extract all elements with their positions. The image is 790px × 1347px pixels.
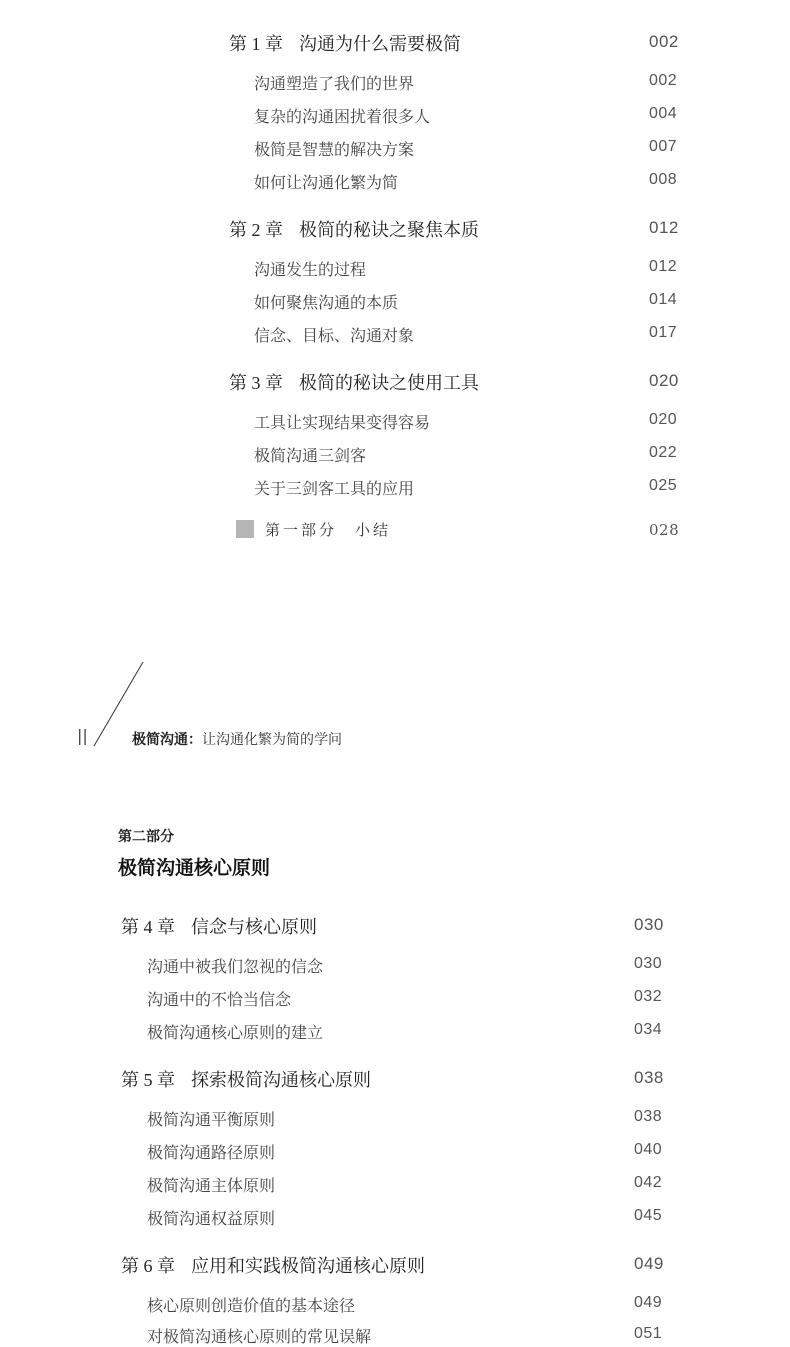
- chapter-title: 信念与核心原则: [191, 917, 317, 938]
- chapter-1-heading[interactable]: [229, 30, 461, 56]
- toc-item-page: 025: [649, 477, 678, 494]
- toc-item-page: 008: [649, 171, 678, 188]
- toc-item[interactable]: 极简沟通主体原则: [147, 1176, 276, 1195]
- toc-item[interactable]: 极简沟通三剑客: [254, 446, 367, 465]
- part-label: 第二部分: [118, 829, 174, 845]
- toc-item[interactable]: 极简沟通权益原则: [147, 1209, 276, 1228]
- toc-item[interactable]: 极简沟通路径原则: [147, 1143, 276, 1162]
- chapter-label: 第 2 章: [229, 220, 283, 240]
- book-title-bold: 极简沟通：: [132, 732, 202, 748]
- chapter-label: 第 6 章: [121, 1256, 175, 1276]
- toc-item-page: 034: [634, 1021, 663, 1038]
- toc-item-page: 004: [649, 105, 678, 122]
- toc-item-page: 030: [634, 955, 663, 972]
- toc-item[interactable]: 极简沟通核心原则的建立: [147, 1023, 324, 1042]
- part-title[interactable]: 极简沟通核心原则: [118, 857, 271, 879]
- toc-item-page: 038: [634, 1108, 663, 1125]
- toc-item[interactable]: 对极简沟通核心原则的常见误解: [147, 1327, 372, 1346]
- toc-item[interactable]: 信念、目标、沟通对象: [254, 326, 415, 345]
- toc-item-page: 049: [634, 1294, 663, 1311]
- toc-item-page: 040: [634, 1141, 663, 1158]
- chapter-label: 第 4 章: [121, 917, 175, 937]
- chapter-6-heading[interactable]: [121, 1252, 425, 1278]
- chapter-page-number: 012: [649, 218, 679, 237]
- toc-item[interactable]: 关于三剑客工具的应用: [254, 479, 415, 498]
- chapter-page-number: 030: [634, 915, 664, 934]
- chapter-page-number: 038: [634, 1068, 664, 1087]
- toc-item[interactable]: 如何聚焦沟通的本质: [254, 293, 399, 312]
- toc-item[interactable]: 工具让实现结果变得容易: [254, 413, 431, 432]
- toc-item-page: 012: [649, 258, 678, 275]
- chapter-label: 第 3 章: [229, 373, 283, 393]
- toc-item-page: 051: [634, 1325, 663, 1342]
- toc-item[interactable]: 沟通中被我们忽视的信念: [147, 957, 324, 976]
- chapter-5-heading[interactable]: [121, 1066, 371, 1092]
- chapter-title: 应用和实践极简沟通核心原则: [191, 1256, 425, 1277]
- chapter-title: 探索极简沟通核心原则: [191, 1070, 371, 1091]
- toc-item[interactable]: 沟通中的不恰当信念: [147, 990, 292, 1009]
- toc-item[interactable]: 极简沟通平衡原则: [147, 1110, 276, 1129]
- toc-item[interactable]: 如何让沟通化繁为简: [254, 173, 399, 192]
- chapter-page-number: 002: [649, 32, 679, 51]
- toc-item[interactable]: 极简是智慧的解决方案: [254, 140, 415, 159]
- toc-item-page: 007: [649, 138, 678, 155]
- toc-item-page: 002: [649, 72, 678, 89]
- chapter-label: 第 5 章: [121, 1070, 175, 1090]
- toc-item-page: 017: [649, 324, 678, 341]
- book-subtitle: 让沟通化繁为简的学问: [202, 732, 342, 748]
- summary-square-icon: [236, 520, 254, 538]
- chapter-label: 第 1 章: [229, 34, 283, 54]
- chapter-4-heading[interactable]: [121, 913, 317, 939]
- chapter-title: 极简的秘诀之聚焦本质: [299, 220, 479, 241]
- chapter-title: 沟通为什么需要极简: [299, 34, 461, 55]
- chapter-page-number: 020: [649, 371, 679, 390]
- toc-item-page: 032: [634, 988, 663, 1005]
- page-number-mark: ||: [77, 726, 88, 745]
- chapter-3-heading[interactable]: [229, 369, 479, 395]
- toc-item-page: 042: [634, 1174, 663, 1191]
- toc-item[interactable]: 复杂的沟通困扰着很多人: [254, 107, 431, 126]
- toc-item-page: 022: [649, 444, 678, 461]
- part-summary-page: 028: [649, 521, 680, 539]
- toc-item[interactable]: 沟通发生的过程: [254, 260, 367, 279]
- toc-item[interactable]: 沟通塑造了我们的世界: [254, 74, 415, 93]
- toc-item[interactable]: 核心原则创造价值的基本途径: [147, 1296, 356, 1315]
- toc-item-page: 045: [634, 1207, 663, 1224]
- toc-item-page: 020: [649, 411, 678, 428]
- chapter-title: 极简的秘诀之使用工具: [299, 373, 479, 394]
- part-summary-label[interactable]: 第一部分 小结: [265, 521, 392, 539]
- toc-item-page: 014: [649, 291, 678, 308]
- running-book-title: [132, 729, 342, 749]
- chapter-page-number: 049: [634, 1254, 664, 1273]
- chapter-2-heading[interactable]: [229, 216, 479, 242]
